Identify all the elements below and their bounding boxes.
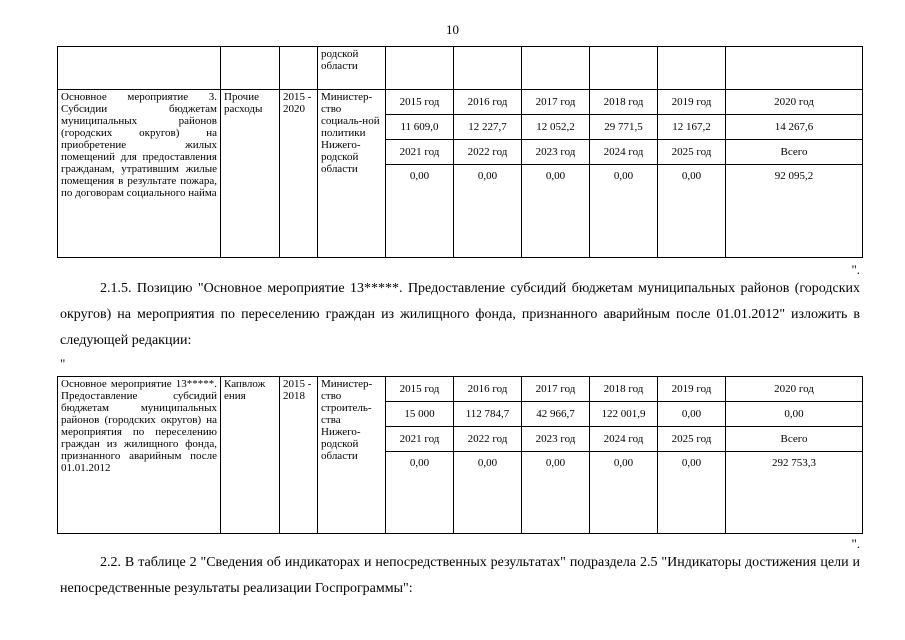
- value-cell: 0,00: [658, 165, 726, 258]
- value-cell: 15 000: [386, 402, 454, 427]
- value-cell: 0,00: [658, 452, 726, 534]
- value-cell: 122 001,9: [590, 402, 658, 427]
- value-cell: 0,00: [590, 452, 658, 534]
- table-row: [58, 90, 863, 115]
- year-cell: 2020 год: [726, 377, 863, 402]
- year-cell: 2023 год: [522, 140, 590, 165]
- value-cell: 0,00: [454, 452, 522, 534]
- funding-table-bottom: [57, 376, 863, 534]
- value-cell: 11 609,0: [386, 115, 454, 140]
- year-cell: 2021 год: [386, 427, 454, 452]
- year-cell: 2015 год: [386, 90, 454, 115]
- value-cell: 0,00: [522, 165, 590, 258]
- executor-cell: Министер-ство строитель-ства Нижего-родской области: [318, 377, 386, 534]
- value-cell: 29 771,5: [590, 115, 658, 140]
- value-cell: 0,00: [386, 452, 454, 534]
- value-cell: 112 784,7: [454, 402, 522, 427]
- total-label-cell: Всего: [726, 427, 863, 452]
- value-cell: 0,00: [522, 452, 590, 534]
- year-cell: 2019 год: [658, 377, 726, 402]
- year-cell: 2016 год: [454, 377, 522, 402]
- year-cell: 2025 год: [658, 140, 726, 165]
- value-cell: 42 966,7: [522, 402, 590, 427]
- year-cell: 2024 год: [590, 140, 658, 165]
- year-cell: 2024 год: [590, 427, 658, 452]
- total-value-cell: 92 095,2: [726, 165, 863, 258]
- value-cell: 0,00: [454, 165, 522, 258]
- paragraph-2-1-5: 2.1.5. Позицию "Основное мероприятие 13*****. Предоставление субсидий бюджетам муниципальных районов (городских округов) на мероприятия по переселению граждан из жилищного фонда, признанного аварийным после 01.01.2012" изложить в следующей редакции:: [60, 281, 860, 348]
- total-value-cell: 292 753,3: [726, 452, 863, 534]
- value-cell: 0,00: [386, 165, 454, 258]
- table-row: [58, 377, 863, 402]
- measure-name-cell: Основное мероприятие 13*****. Предоставление субсидий бюджетам муниципальных районов (городских округов) на мероприятия по переселению граждан из жилищного фонда, признанного аварийным после 01.01.2012: [58, 377, 221, 534]
- closing-quote: ".: [851, 536, 860, 551]
- year-cell: 2018 год: [590, 377, 658, 402]
- value-cell: 12 167,2: [658, 115, 726, 140]
- value-cell: 0,00: [590, 165, 658, 258]
- value-cell: 12 052,2: [522, 115, 590, 140]
- value-cell: 0,00: [726, 402, 863, 427]
- year-cell: 2020 год: [726, 90, 863, 115]
- total-label-cell: Всего: [726, 140, 863, 165]
- paragraph-2-2: 2.2. В таблице 2 "Сведения об индикаторах и непосредственных результатах" подраздела 2.5 "Индикаторы достижения цели и непосредственные результаты реализации Госпрограммы":: [60, 555, 860, 596]
- executor-cell: Министер-ство социаль-ной политики Нижего-родской области: [318, 90, 386, 258]
- expense-type-cell: Прочие расходы: [221, 90, 280, 258]
- opening-quote: ": [60, 356, 66, 371]
- executor-cont-cell: родской области: [318, 47, 386, 90]
- expense-type-cell: Капвлож ения: [221, 377, 280, 534]
- year-cell: 2016 год: [454, 90, 522, 115]
- year-cell: 2022 год: [454, 427, 522, 452]
- value-cell: 14 267,6: [726, 115, 863, 140]
- year-cell: 2019 год: [658, 90, 726, 115]
- value-cell: 0,00: [658, 402, 726, 427]
- year-cell: 2015 год: [386, 377, 454, 402]
- year-cell: 2017 год: [522, 377, 590, 402]
- year-cell: 2022 год: [454, 140, 522, 165]
- measure-name-cell: Основное мероприятие 3. Субсидии бюджетам муниципальных районов (городских округов) на приобретение жилых помещений для предоставления гражданам, утратившим жилые помещения в результате пожара, по договорам социального найма: [58, 90, 221, 258]
- year-cell: 2017 год: [522, 90, 590, 115]
- page-number: 10: [446, 22, 459, 37]
- year-cell: 2021 год: [386, 140, 454, 165]
- table-row-continued: [58, 47, 863, 90]
- year-cell: 2018 год: [590, 90, 658, 115]
- funding-table-top: [57, 46, 863, 258]
- year-cell: 2025 год: [658, 427, 726, 452]
- period-cell: 2015 - 2020: [280, 90, 318, 258]
- closing-quote: ".: [851, 262, 860, 277]
- year-cell: 2023 год: [522, 427, 590, 452]
- value-cell: 12 227,7: [454, 115, 522, 140]
- period-cell: 2015 - 2018: [280, 377, 318, 534]
